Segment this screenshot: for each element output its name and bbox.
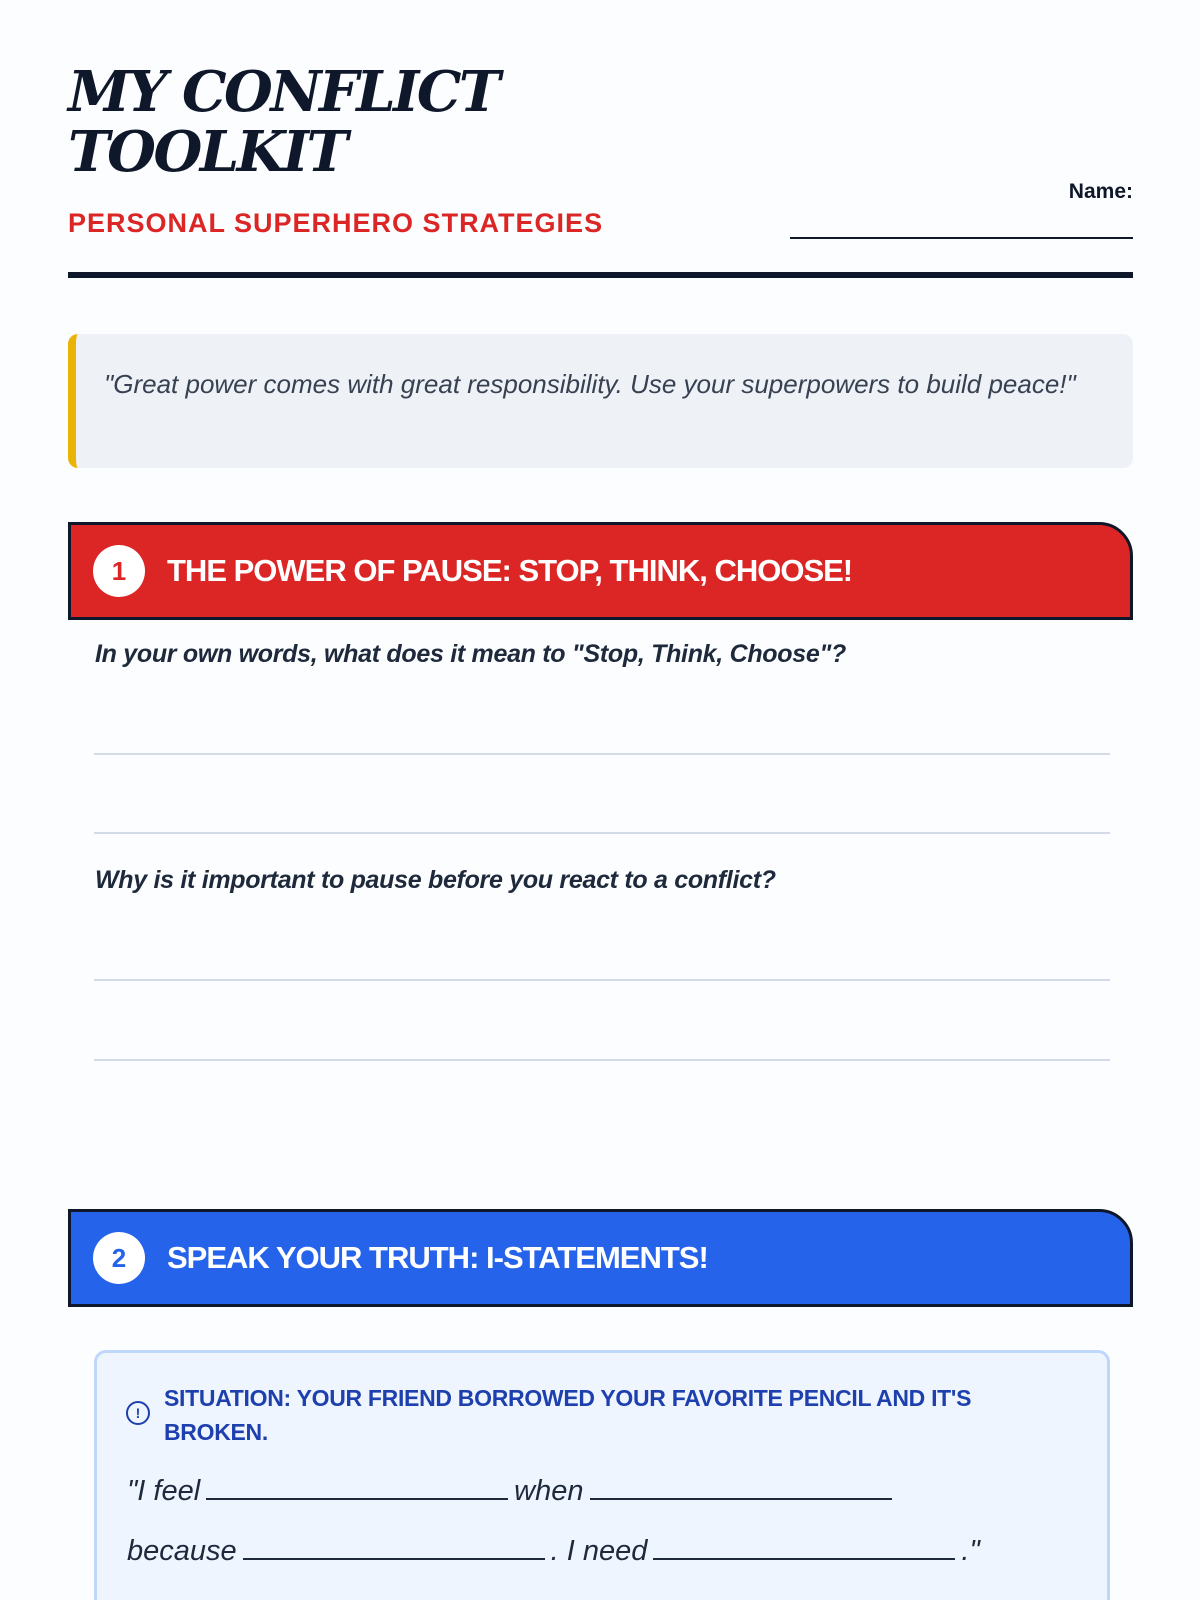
when-blank[interactable] [590, 1476, 892, 1500]
section-2-header [68, 1209, 1133, 1307]
quote-text: "Great power comes with great responsibility. Use your superpowers to build peace!" [104, 369, 1076, 399]
answer-line[interactable] [94, 753, 1110, 755]
answer-line[interactable] [94, 979, 1110, 981]
section-1-question-1: In your own words, what does it mean to "Stop, Think, Choose"? [95, 640, 846, 668]
alert-circle-icon: ! [126, 1401, 150, 1425]
name-field[interactable] [790, 237, 1133, 239]
situation-box [94, 1350, 1110, 1600]
need-blank[interactable] [653, 1536, 955, 1560]
quote-box [68, 334, 1133, 468]
situation-text: SITUATION: YOUR FRIEND BORROWED YOUR FAVORITE PENCIL AND IT'S BROKEN. [164, 1385, 972, 1445]
answer-line[interactable] [94, 832, 1110, 834]
answer-line[interactable] [94, 1059, 1110, 1061]
worksheet-title: MY CONFLICT TOOLKIT [68, 59, 499, 185]
worksheet-header [68, 59, 1133, 280]
i-statement-prefix: "I feel [127, 1475, 201, 1507]
name-label: Name: [1068, 180, 1133, 203]
feeling-blank[interactable] [206, 1476, 508, 1500]
section-1-number-badge: 1 [93, 545, 145, 597]
because-blank[interactable] [243, 1536, 545, 1560]
i-statement-line-1 [127, 1475, 898, 1508]
i-statement-end: ." [961, 1535, 980, 1567]
section-1-question-2: Why is it important to pause before you react to a conflict? [95, 866, 776, 894]
i-statement-need: . I need [550, 1535, 648, 1567]
section-1-title: THE POWER OF PAUSE: STOP, THINK, CHOOSE! [167, 553, 853, 588]
worksheet-subtitle: PERSONAL SUPERHERO STRATEGIES [68, 208, 604, 238]
section-2-title: SPEAK YOUR TRUTH: I-STATEMENTS! [167, 1240, 708, 1275]
i-statement-because: because [127, 1535, 237, 1567]
section-2-number-badge: 2 [93, 1232, 145, 1284]
i-statement-when: when [514, 1475, 584, 1507]
i-statement-line-2 [127, 1535, 980, 1568]
header-divider [68, 272, 1133, 278]
section-1-header [68, 522, 1133, 620]
